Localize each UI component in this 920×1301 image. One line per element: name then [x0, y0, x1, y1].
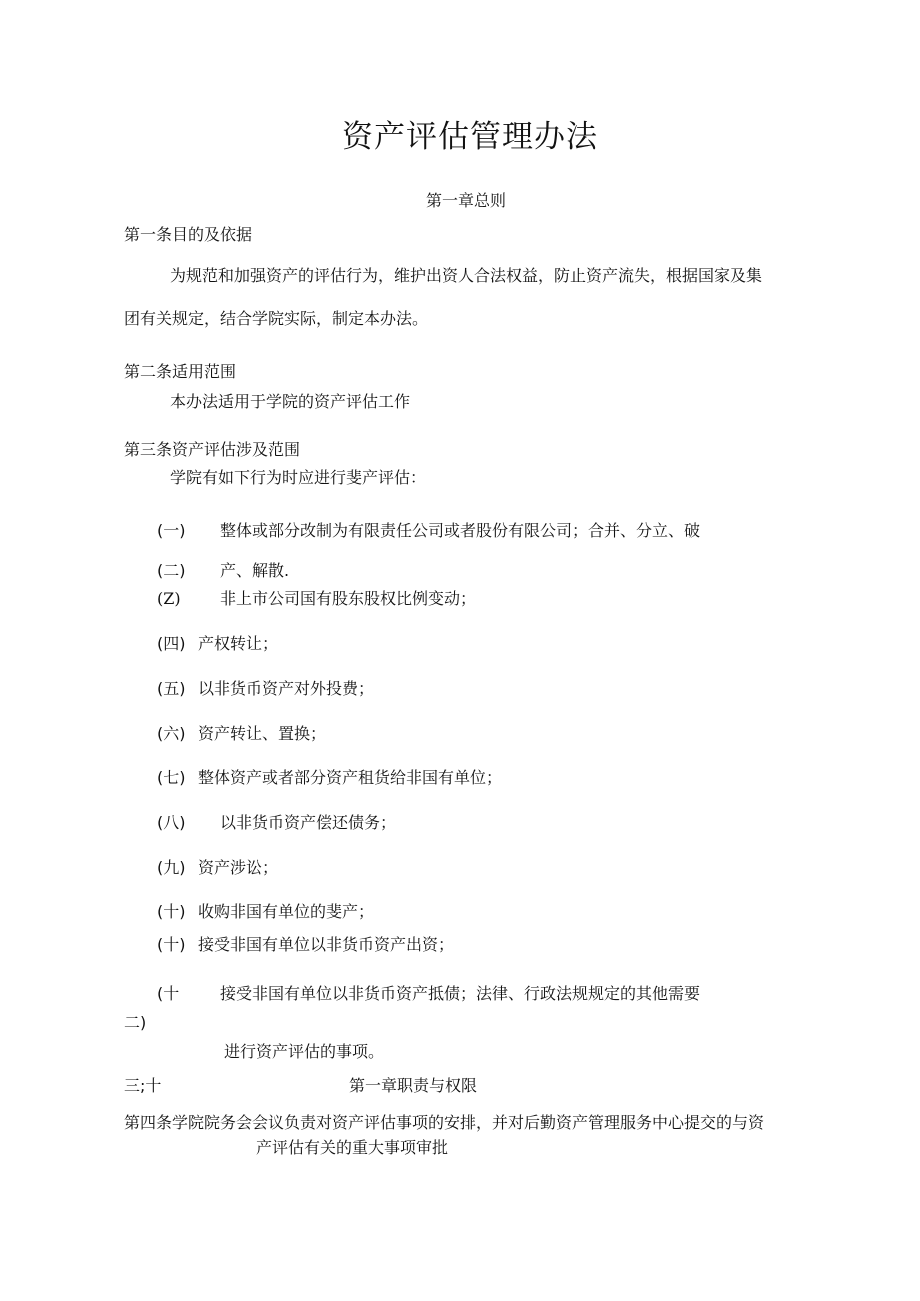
- list-item-text: 收购非国有单位的斐产；: [198, 902, 375, 921]
- list-item-number: (二): [157, 561, 186, 580]
- list-item-text: 以非货币资产对外投费；: [198, 679, 375, 698]
- list-item-number: (五): [157, 679, 186, 698]
- chapter-heading-general: 第一章总则: [426, 191, 507, 210]
- list-item-text: 接受非国有单位以非货币资产抵债；法律、行政法规规定的其他需要: [220, 984, 701, 1003]
- list-item-text: 整体资产或者部分资产租货给非国有单位；: [198, 768, 503, 787]
- list-item-text: 产、解散.: [220, 561, 290, 580]
- list-item-number-continued: 二): [124, 1013, 147, 1032]
- list-item-number: (四): [157, 634, 186, 653]
- article-1-heading: 第一条目的及依据: [124, 225, 253, 244]
- list-item-number: (一): [157, 521, 186, 540]
- article-3-intro: 学院有如下行为时应进行斐产评估：: [170, 468, 427, 487]
- article-4-line-1: 第四条学院院务会会议负责对资产评估事项的安排，并对后勤资产管理服务中心提交的与资: [124, 1113, 765, 1132]
- list-item-number: (九): [157, 858, 186, 877]
- chapter-heading-duties: 第一章职责与权限: [349, 1076, 478, 1095]
- list-item-number: 三;十: [124, 1076, 162, 1095]
- list-item-text: 接受非国有单位以非货币资产出资；: [198, 935, 455, 954]
- article-3-heading: 第三条资产评估涉及范围: [124, 440, 301, 459]
- list-item-text: 以非货币资产偿还债务；: [220, 813, 397, 832]
- article-1-paragraph-line-1: 为规范和加强资产的评估行为，维护出资人合法权益，防止资产流失，根据国家及集: [170, 266, 763, 285]
- article-2-heading: 第二条适用范围: [124, 362, 237, 381]
- list-item-number: (七): [157, 768, 186, 787]
- list-item-number: (八): [157, 813, 186, 832]
- article-1-paragraph-line-2: 团有关规定，结合学院实际，制定本办法。: [124, 309, 429, 328]
- list-item-text: 产权转让；: [198, 634, 279, 653]
- list-item-number: (六): [157, 724, 186, 743]
- list-item-number: (十): [157, 902, 186, 921]
- list-item-text-continued: 进行资产评估的事项。: [224, 1042, 385, 1061]
- list-item-text: 资产涉讼；: [198, 858, 279, 877]
- list-item-text: 非上市公司国有股东股权比例变动；: [220, 589, 477, 608]
- document-title: 资产评估管理办法: [342, 119, 598, 155]
- list-item-number: (Z): [157, 589, 181, 608]
- list-item-text: 资产转让、置换；: [198, 724, 327, 743]
- list-item-number: (十): [157, 935, 186, 954]
- list-item-text: 整体或部分改制为有限责任公司或者股份有限公司；合并、分立、破: [220, 521, 701, 540]
- list-item-number: (十: [157, 984, 180, 1003]
- article-2-body: 本办法适用于学院的资产评估工作: [170, 392, 411, 411]
- article-4-line-2: 产评估有关的重大事项审批: [256, 1138, 449, 1157]
